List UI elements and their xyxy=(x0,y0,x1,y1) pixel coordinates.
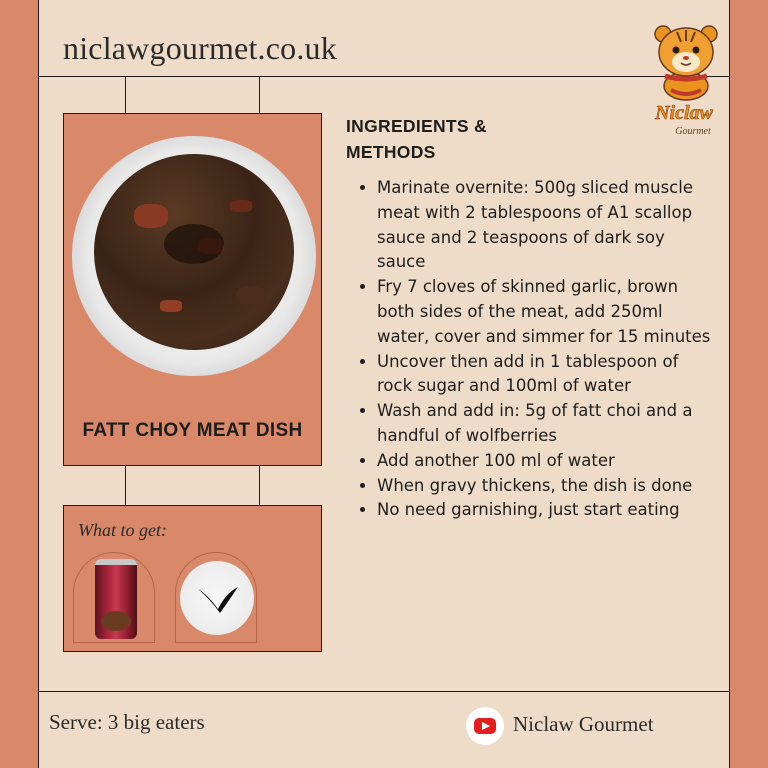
youtube-channel-link[interactable]: Niclaw Gourmet xyxy=(513,712,654,736)
connector-line xyxy=(259,466,260,505)
ingredients-heading xyxy=(346,113,487,165)
connector-line xyxy=(125,466,126,505)
header-divider xyxy=(39,76,729,77)
logo-name: Niclaw xyxy=(655,102,713,124)
site-url[interactable]: niclawgourmet.co.uk xyxy=(63,30,337,66)
fatt-choi-icon xyxy=(196,585,240,615)
method-step: • Wash and add in: 5g of fatt choi and a handful of wolfberries xyxy=(377,399,717,449)
scallop-sauce-can-icon xyxy=(95,559,137,639)
method-step: • Fry 7 cloves of skinned garlic, brown both sides of the meat, add 250ml water, cover and simmer for 15 minutes xyxy=(377,275,717,349)
dish-title: FATT CHOY MEAT DISH xyxy=(82,420,303,441)
serving-info: Serve: 3 big eaters xyxy=(49,710,205,734)
method-step: • Uncover then add in 1 tablespoon of rock sugar and 100ml of water xyxy=(377,350,717,400)
method-steps-list xyxy=(359,176,717,523)
fatt-choi-plate-icon xyxy=(180,561,254,635)
what-to-get-panel xyxy=(63,505,322,652)
connector-line xyxy=(125,76,126,113)
braised-meat-image xyxy=(94,154,294,350)
method-step: • No need garnishing, just start eating xyxy=(377,498,717,523)
method-step: • Marinate overnite: 500g sliced muscle meat with 2 tablespoons of A1 scallop sauce and 2 teaspoons of dark soy sauce xyxy=(377,176,717,275)
dish-panel xyxy=(63,113,322,466)
connector-line xyxy=(259,76,260,113)
method-step: • When gravy thickens, the dish is done xyxy=(377,474,717,499)
method-step: • Add another 100 ml of water xyxy=(377,449,717,474)
logo-tagline: Gourmet xyxy=(675,126,711,137)
footer-divider xyxy=(39,691,729,692)
youtube-icon[interactable] xyxy=(466,707,504,745)
niclaw-logo[interactable] xyxy=(641,12,733,136)
recipe-card xyxy=(38,0,730,768)
what-to-get-label: What to get: xyxy=(78,520,167,540)
dish-photo xyxy=(72,136,316,376)
tiger-mascot-icon xyxy=(641,12,731,104)
heading-line: METHODS xyxy=(346,142,436,162)
product-frame xyxy=(73,552,155,643)
product-frame xyxy=(175,552,257,643)
heading-line: INGREDIENTS & xyxy=(346,116,487,136)
